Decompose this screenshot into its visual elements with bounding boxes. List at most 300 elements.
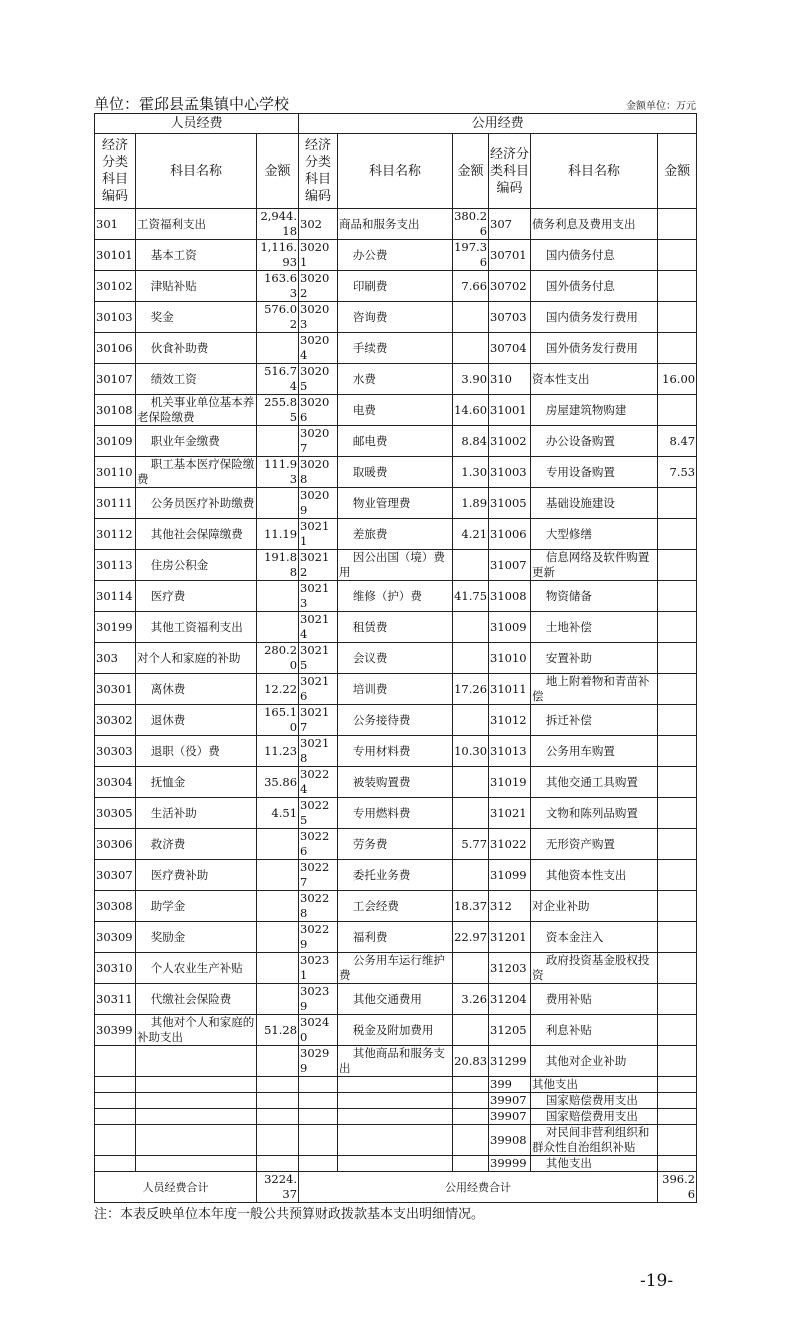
- name-cell: 其他交通工具购置: [531, 767, 658, 798]
- name-cell: 基础设施建设: [531, 488, 658, 519]
- amount-cell: [658, 240, 697, 271]
- amount-cell: [658, 674, 697, 705]
- amount-cell: [658, 984, 697, 1015]
- code-cell: 310: [489, 364, 531, 395]
- amount-cell: [658, 1093, 697, 1109]
- name-cell: 国内债务发行费用: [531, 302, 658, 333]
- amount-header: 金额: [453, 134, 489, 209]
- name-cell: [136, 1046, 257, 1077]
- name-cell: 咨询费: [338, 302, 453, 333]
- amount-cell: [257, 426, 299, 457]
- name-cell: 培训费: [338, 674, 453, 705]
- amount-cell: [257, 612, 299, 643]
- name-cell: 信息网络及软件购置更新: [531, 550, 658, 581]
- code-cell: 30218: [299, 736, 338, 767]
- code-cell: 30224: [299, 767, 338, 798]
- amount-cell: 16.00: [658, 364, 697, 395]
- code-cell: 39908: [489, 1125, 531, 1156]
- amount-cell: [257, 581, 299, 612]
- code-cell: 31201: [489, 922, 531, 953]
- amount-cell: 1.30: [453, 457, 489, 488]
- name-cell: 生活补助: [136, 798, 257, 829]
- name-cell: 国家赔偿费用支出: [531, 1109, 658, 1125]
- table-row: [95, 1156, 697, 1172]
- unit-title: 单位：霍邱县孟集镇中心学校: [94, 95, 290, 113]
- code-cell: [95, 1156, 136, 1172]
- table-row: [95, 829, 697, 860]
- name-cell: 个人农业生产补贴: [136, 953, 257, 984]
- amount-cell: 22.97: [453, 922, 489, 953]
- amount-cell: 7.66: [453, 271, 489, 302]
- name-cell: 其他对企业补助: [531, 1046, 658, 1077]
- amount-cell: [453, 860, 489, 891]
- amount-cell: 41.75: [453, 581, 489, 612]
- table-row: [95, 798, 697, 829]
- code-cell: 30703: [489, 302, 531, 333]
- name-cell: 国外债务发行费用: [531, 333, 658, 364]
- code-cell: 30204: [299, 333, 338, 364]
- code-cell: 30225: [299, 798, 338, 829]
- personnel-total-value: 3224.37: [257, 1172, 299, 1203]
- amount-cell: [453, 798, 489, 829]
- amount-cell: [453, 1093, 489, 1109]
- code-cell: 30311: [95, 984, 136, 1015]
- amount-cell: 11.19: [257, 519, 299, 550]
- code-cell: 31005: [489, 488, 531, 519]
- name-cell: 文物和陈列品购置: [531, 798, 658, 829]
- code-cell: 30114: [95, 581, 136, 612]
- amount-cell: 11.23: [257, 736, 299, 767]
- code-cell: 301: [95, 209, 136, 240]
- code-cell: 30227: [299, 860, 338, 891]
- code-cell: 31001: [489, 395, 531, 426]
- name-cell: 无形资产购置: [531, 829, 658, 860]
- amount-cell: 1,116.93: [257, 240, 299, 271]
- amount-cell: [658, 550, 697, 581]
- table-row: [95, 395, 697, 426]
- name-cell: 津贴补贴: [136, 271, 257, 302]
- amount-cell: [658, 519, 697, 550]
- code-cell: 30216: [299, 674, 338, 705]
- table-row: [95, 364, 697, 395]
- code-cell: 31203: [489, 953, 531, 984]
- name-cell: 公务用车运行维护费: [338, 953, 453, 984]
- code-cell: 30106: [95, 333, 136, 364]
- name-cell: [338, 1093, 453, 1109]
- amount-cell: [658, 953, 697, 984]
- code-cell: 39999: [489, 1156, 531, 1172]
- table-row: [95, 922, 697, 953]
- personnel-total-label: 人员经费合计: [95, 1172, 257, 1203]
- name-cell: 医疗费: [136, 581, 257, 612]
- amount-cell: [257, 1156, 299, 1172]
- code-cell: 30101: [95, 240, 136, 271]
- code-cell: [299, 1125, 338, 1156]
- code-cell: 307: [489, 209, 531, 240]
- code-cell: 31019: [489, 767, 531, 798]
- amount-cell: [658, 488, 697, 519]
- amount-cell: [658, 209, 697, 240]
- table-row: [95, 1093, 697, 1109]
- table-row: [95, 333, 697, 364]
- group-personnel-header: 人员经费: [95, 114, 299, 134]
- name-cell: 退休费: [136, 705, 257, 736]
- amount-cell: [257, 891, 299, 922]
- code-cell: 30217: [299, 705, 338, 736]
- code-cell: 31009: [489, 612, 531, 643]
- code-cell: 31012: [489, 705, 531, 736]
- amount-cell: 8.84: [453, 426, 489, 457]
- amount-cell: 51.28: [257, 1015, 299, 1046]
- amount-cell: [658, 705, 697, 736]
- name-cell: 资本性支出: [531, 364, 658, 395]
- code-cell: 31204: [489, 984, 531, 1015]
- code-cell: 30239: [299, 984, 338, 1015]
- code-cell: 30113: [95, 550, 136, 581]
- amount-cell: 280.20: [257, 643, 299, 674]
- table-row: [95, 705, 697, 736]
- group-public-header: 公用经费: [299, 114, 697, 134]
- name-cell: 会议费: [338, 643, 453, 674]
- name-cell: 对企业补助: [531, 891, 658, 922]
- table-row: [95, 953, 697, 984]
- code-cell: [95, 1109, 136, 1125]
- code-cell: 30108: [95, 395, 136, 426]
- code-cell: [95, 1125, 136, 1156]
- amount-cell: 35.86: [257, 767, 299, 798]
- amount-cell: [658, 643, 697, 674]
- name-cell: 职业年金缴费: [136, 426, 257, 457]
- code-cell: 31021: [489, 798, 531, 829]
- table-row: [95, 240, 697, 271]
- amount-cell: [453, 1077, 489, 1093]
- code-cell: [299, 1156, 338, 1172]
- footnote: 注：本表反映单位本年度一般公共预算财政拨款基本支出明细情况。: [94, 1207, 485, 1222]
- amount-cell: [257, 953, 299, 984]
- amount-cell: [453, 767, 489, 798]
- public-total-value: 396.26: [658, 1172, 697, 1203]
- name-cell: 国内债务付息: [531, 240, 658, 271]
- amount-cell: [658, 922, 697, 953]
- amount-cell: [453, 333, 489, 364]
- amount-cell: [257, 1109, 299, 1125]
- code-cell: 30302: [95, 705, 136, 736]
- code-cell: 30704: [489, 333, 531, 364]
- code-cell: 30308: [95, 891, 136, 922]
- table-row: [95, 426, 697, 457]
- code-cell: 30309: [95, 922, 136, 953]
- name-cell: 其他支出: [531, 1077, 658, 1093]
- code-cell: 30110: [95, 457, 136, 488]
- name-cell: 委托业务费: [338, 860, 453, 891]
- code-cell: 30112: [95, 519, 136, 550]
- amount-cell: [658, 860, 697, 891]
- name-cell: 专用燃料费: [338, 798, 453, 829]
- code-cell: 30205: [299, 364, 338, 395]
- name-cell: 其他工资福利支出: [136, 612, 257, 643]
- code-cell: 31003: [489, 457, 531, 488]
- name-cell: 其他社会保障缴费: [136, 519, 257, 550]
- name-cell: 助学金: [136, 891, 257, 922]
- name-cell: 差旅费: [338, 519, 453, 550]
- amount-cell: [453, 705, 489, 736]
- code-cell: 30107: [95, 364, 136, 395]
- name-cell: 国外债务付息: [531, 271, 658, 302]
- name-cell: [338, 1077, 453, 1093]
- amount-cell: [658, 1077, 697, 1093]
- code-cell: 30206: [299, 395, 338, 426]
- name-cell: [136, 1077, 257, 1093]
- name-cell: [338, 1125, 453, 1156]
- name-cell: 取暖费: [338, 457, 453, 488]
- amount-cell: 4.21: [453, 519, 489, 550]
- code-cell: 30215: [299, 643, 338, 674]
- amount-cell: [257, 984, 299, 1015]
- name-cell: 专用设备购置: [531, 457, 658, 488]
- amount-cell: [658, 271, 697, 302]
- code-cell: 31007: [489, 550, 531, 581]
- code-header: 经济分类科目编码: [489, 134, 531, 209]
- name-cell: 代缴社会保险费: [136, 984, 257, 1015]
- code-cell: 30211: [299, 519, 338, 550]
- name-cell: 其他对个人和家庭的补助支出: [136, 1015, 257, 1046]
- amount-cell: [453, 953, 489, 984]
- amount-cell: 3.26: [453, 984, 489, 1015]
- name-cell: 商品和服务支出: [338, 209, 453, 240]
- name-cell: 债务利息及费用支出: [531, 209, 658, 240]
- name-cell: 其他商品和服务支出: [338, 1046, 453, 1077]
- amount-cell: 576.02: [257, 302, 299, 333]
- amount-cell: [453, 612, 489, 643]
- code-cell: 30203: [299, 302, 338, 333]
- name-cell: [338, 1109, 453, 1125]
- amount-cell: [453, 1109, 489, 1125]
- code-cell: 39907: [489, 1093, 531, 1109]
- code-cell: 30201: [299, 240, 338, 271]
- table-row: [95, 209, 697, 240]
- amount-cell: 8.47: [658, 426, 697, 457]
- table-row: [95, 891, 697, 922]
- table-row: [95, 612, 697, 643]
- code-cell: 31099: [489, 860, 531, 891]
- table-row: [95, 1109, 697, 1125]
- amount-cell: [257, 860, 299, 891]
- name-cell: 利息补贴: [531, 1015, 658, 1046]
- code-cell: 30303: [95, 736, 136, 767]
- name-cell: 专用材料费: [338, 736, 453, 767]
- amount-cell: [658, 1015, 697, 1046]
- name-cell: 国家赔偿费用支出: [531, 1093, 658, 1109]
- code-cell: 30301: [95, 674, 136, 705]
- code-cell: 30109: [95, 426, 136, 457]
- amount-cell: [658, 829, 697, 860]
- amount-cell: [257, 922, 299, 953]
- amount-header: 金额: [658, 134, 697, 209]
- amount-cell: [453, 643, 489, 674]
- amount-cell: 255.85: [257, 395, 299, 426]
- amount-cell: 10.30: [453, 736, 489, 767]
- amount-cell: 17.26: [453, 674, 489, 705]
- table-row: [95, 984, 697, 1015]
- amount-cell: 197.36: [454, 240, 488, 269]
- code-cell: [95, 1093, 136, 1109]
- amount-cell: [257, 829, 299, 860]
- name-cell: 医疗费补助: [136, 860, 257, 891]
- code-cell: 30304: [95, 767, 136, 798]
- name-cell: 对个人和家庭的补助: [136, 643, 257, 674]
- table-row: [95, 519, 697, 550]
- code-cell: 30226: [299, 829, 338, 860]
- code-header: 经济分类科目编码: [299, 134, 338, 209]
- name-cell: 物资储备: [531, 581, 658, 612]
- amount-cell: [658, 891, 697, 922]
- amount-cell: [453, 1156, 489, 1172]
- code-cell: 39907: [489, 1109, 531, 1125]
- code-cell: 30310: [95, 953, 136, 984]
- amount-cell: [658, 333, 697, 364]
- name-cell: 水费: [338, 364, 453, 395]
- name-cell: 工资福利支出: [136, 209, 257, 240]
- table-row: [95, 488, 697, 519]
- name-cell: 伙食补助费: [136, 333, 257, 364]
- table-row: [95, 767, 697, 798]
- name-cell: 资本金注入: [531, 922, 658, 953]
- code-cell: 30209: [299, 488, 338, 519]
- amount-cell: 14.60: [453, 395, 489, 426]
- code-cell: 30111: [95, 488, 136, 519]
- name-cell: 其他资本性支出: [531, 860, 658, 891]
- amount-cell: 111.93: [257, 457, 299, 488]
- code-cell: 302: [299, 209, 338, 240]
- name-cell: 退职（役）费: [136, 736, 257, 767]
- name-cell: 其他支出: [531, 1156, 658, 1172]
- code-cell: 31013: [489, 736, 531, 767]
- amount-cell: [658, 1046, 697, 1077]
- code-cell: 31299: [489, 1046, 531, 1077]
- amount-cell: 4.51: [257, 798, 299, 829]
- code-cell: 30702: [489, 271, 531, 302]
- amount-cell: 3.90: [453, 364, 489, 395]
- amount-cell: [257, 1125, 299, 1156]
- table-row: [95, 581, 697, 612]
- name-cell: 机关事业单位基本养老保险缴费: [136, 395, 257, 426]
- code-cell: 31002: [489, 426, 531, 457]
- name-cell: 电费: [338, 395, 453, 426]
- amount-cell: [257, 1046, 299, 1077]
- money-unit-label: 金额单位：万元: [626, 101, 696, 112]
- amount-cell: 12.22: [257, 674, 299, 705]
- name-cell: [338, 1156, 453, 1172]
- amount-cell: [658, 798, 697, 829]
- name-cell: 救济费: [136, 829, 257, 860]
- name-cell: 抚恤金: [136, 767, 257, 798]
- amount-cell: 191.88: [257, 550, 299, 581]
- code-cell: [299, 1093, 338, 1109]
- name-cell: 工会经费: [338, 891, 453, 922]
- table-row: [95, 457, 697, 488]
- name-header: 科目名称: [531, 134, 658, 209]
- amount-cell: [453, 1125, 489, 1156]
- code-cell: [95, 1046, 136, 1077]
- code-cell: [299, 1109, 338, 1125]
- code-cell: 31022: [489, 829, 531, 860]
- amount-cell: 165.10: [257, 705, 299, 736]
- name-cell: 公务用车购置: [531, 736, 658, 767]
- name-cell: 绩效工资: [136, 364, 257, 395]
- name-cell: 奖金: [136, 302, 257, 333]
- code-cell: 30208: [299, 457, 338, 488]
- amount-cell: 380.26: [454, 209, 488, 238]
- table-row: [95, 550, 697, 581]
- name-cell: 拆迁补偿: [531, 705, 658, 736]
- amount-cell: 163.63: [257, 271, 299, 302]
- code-cell: 30229: [299, 922, 338, 953]
- code-cell: 30307: [95, 860, 136, 891]
- name-cell: 其他交通费用: [338, 984, 453, 1015]
- name-header: 科目名称: [338, 134, 453, 209]
- name-cell: 印刷费: [338, 271, 453, 302]
- code-cell: 30102: [95, 271, 136, 302]
- code-cell: 30701: [489, 240, 531, 271]
- name-cell: [136, 1125, 257, 1156]
- table-row: [95, 302, 697, 333]
- name-cell: 福利费: [338, 922, 453, 953]
- name-cell: 维修（护）费: [338, 581, 453, 612]
- table-row: [95, 643, 697, 674]
- name-cell: 基本工资: [136, 240, 257, 271]
- amount-cell: [658, 1156, 697, 1172]
- amount-cell: 1.89: [453, 488, 489, 519]
- name-cell: [136, 1156, 257, 1172]
- name-cell: 办公设备购置: [531, 426, 658, 457]
- code-cell: 31010: [489, 643, 531, 674]
- name-cell: 房屋建筑物购建: [531, 395, 658, 426]
- amount-cell: 516.74: [257, 364, 299, 395]
- amount-cell: [658, 1109, 697, 1125]
- name-cell: 职工基本医疗保险缴费: [136, 457, 257, 488]
- public-total-label: 公用经费合计: [299, 1172, 658, 1203]
- amount-cell: [453, 302, 489, 333]
- amount-cell: 5.77: [453, 829, 489, 860]
- name-header: 科目名称: [136, 134, 257, 209]
- code-cell: 303: [95, 643, 136, 674]
- code-cell: 30399: [95, 1015, 136, 1046]
- code-cell: 31008: [489, 581, 531, 612]
- code-cell: 399: [489, 1077, 531, 1093]
- amount-cell: 18.37: [453, 891, 489, 922]
- code-cell: 30199: [95, 612, 136, 643]
- table-row: [95, 736, 697, 767]
- amount-cell: [658, 736, 697, 767]
- name-cell: 办公费: [338, 240, 453, 271]
- table-row: [95, 1015, 697, 1046]
- code-cell: [95, 1077, 136, 1093]
- code-cell: 312: [489, 891, 531, 922]
- amount-header: 金额: [257, 134, 299, 209]
- expenditure-table: [94, 113, 697, 1203]
- amount-cell: [453, 550, 489, 581]
- name-cell: 地上附着物和青苗补偿: [531, 674, 658, 705]
- code-cell: 30214: [299, 612, 338, 643]
- table-caption-line: [94, 96, 696, 113]
- amount-cell: [257, 1077, 299, 1093]
- code-cell: 30306: [95, 829, 136, 860]
- code-cell: 30207: [299, 426, 338, 457]
- name-cell: 对民间非营利组织和群众性自治组织补贴: [531, 1125, 658, 1156]
- code-cell: 31205: [489, 1015, 531, 1046]
- name-cell: 离休费: [136, 674, 257, 705]
- amount-cell: [658, 1125, 697, 1156]
